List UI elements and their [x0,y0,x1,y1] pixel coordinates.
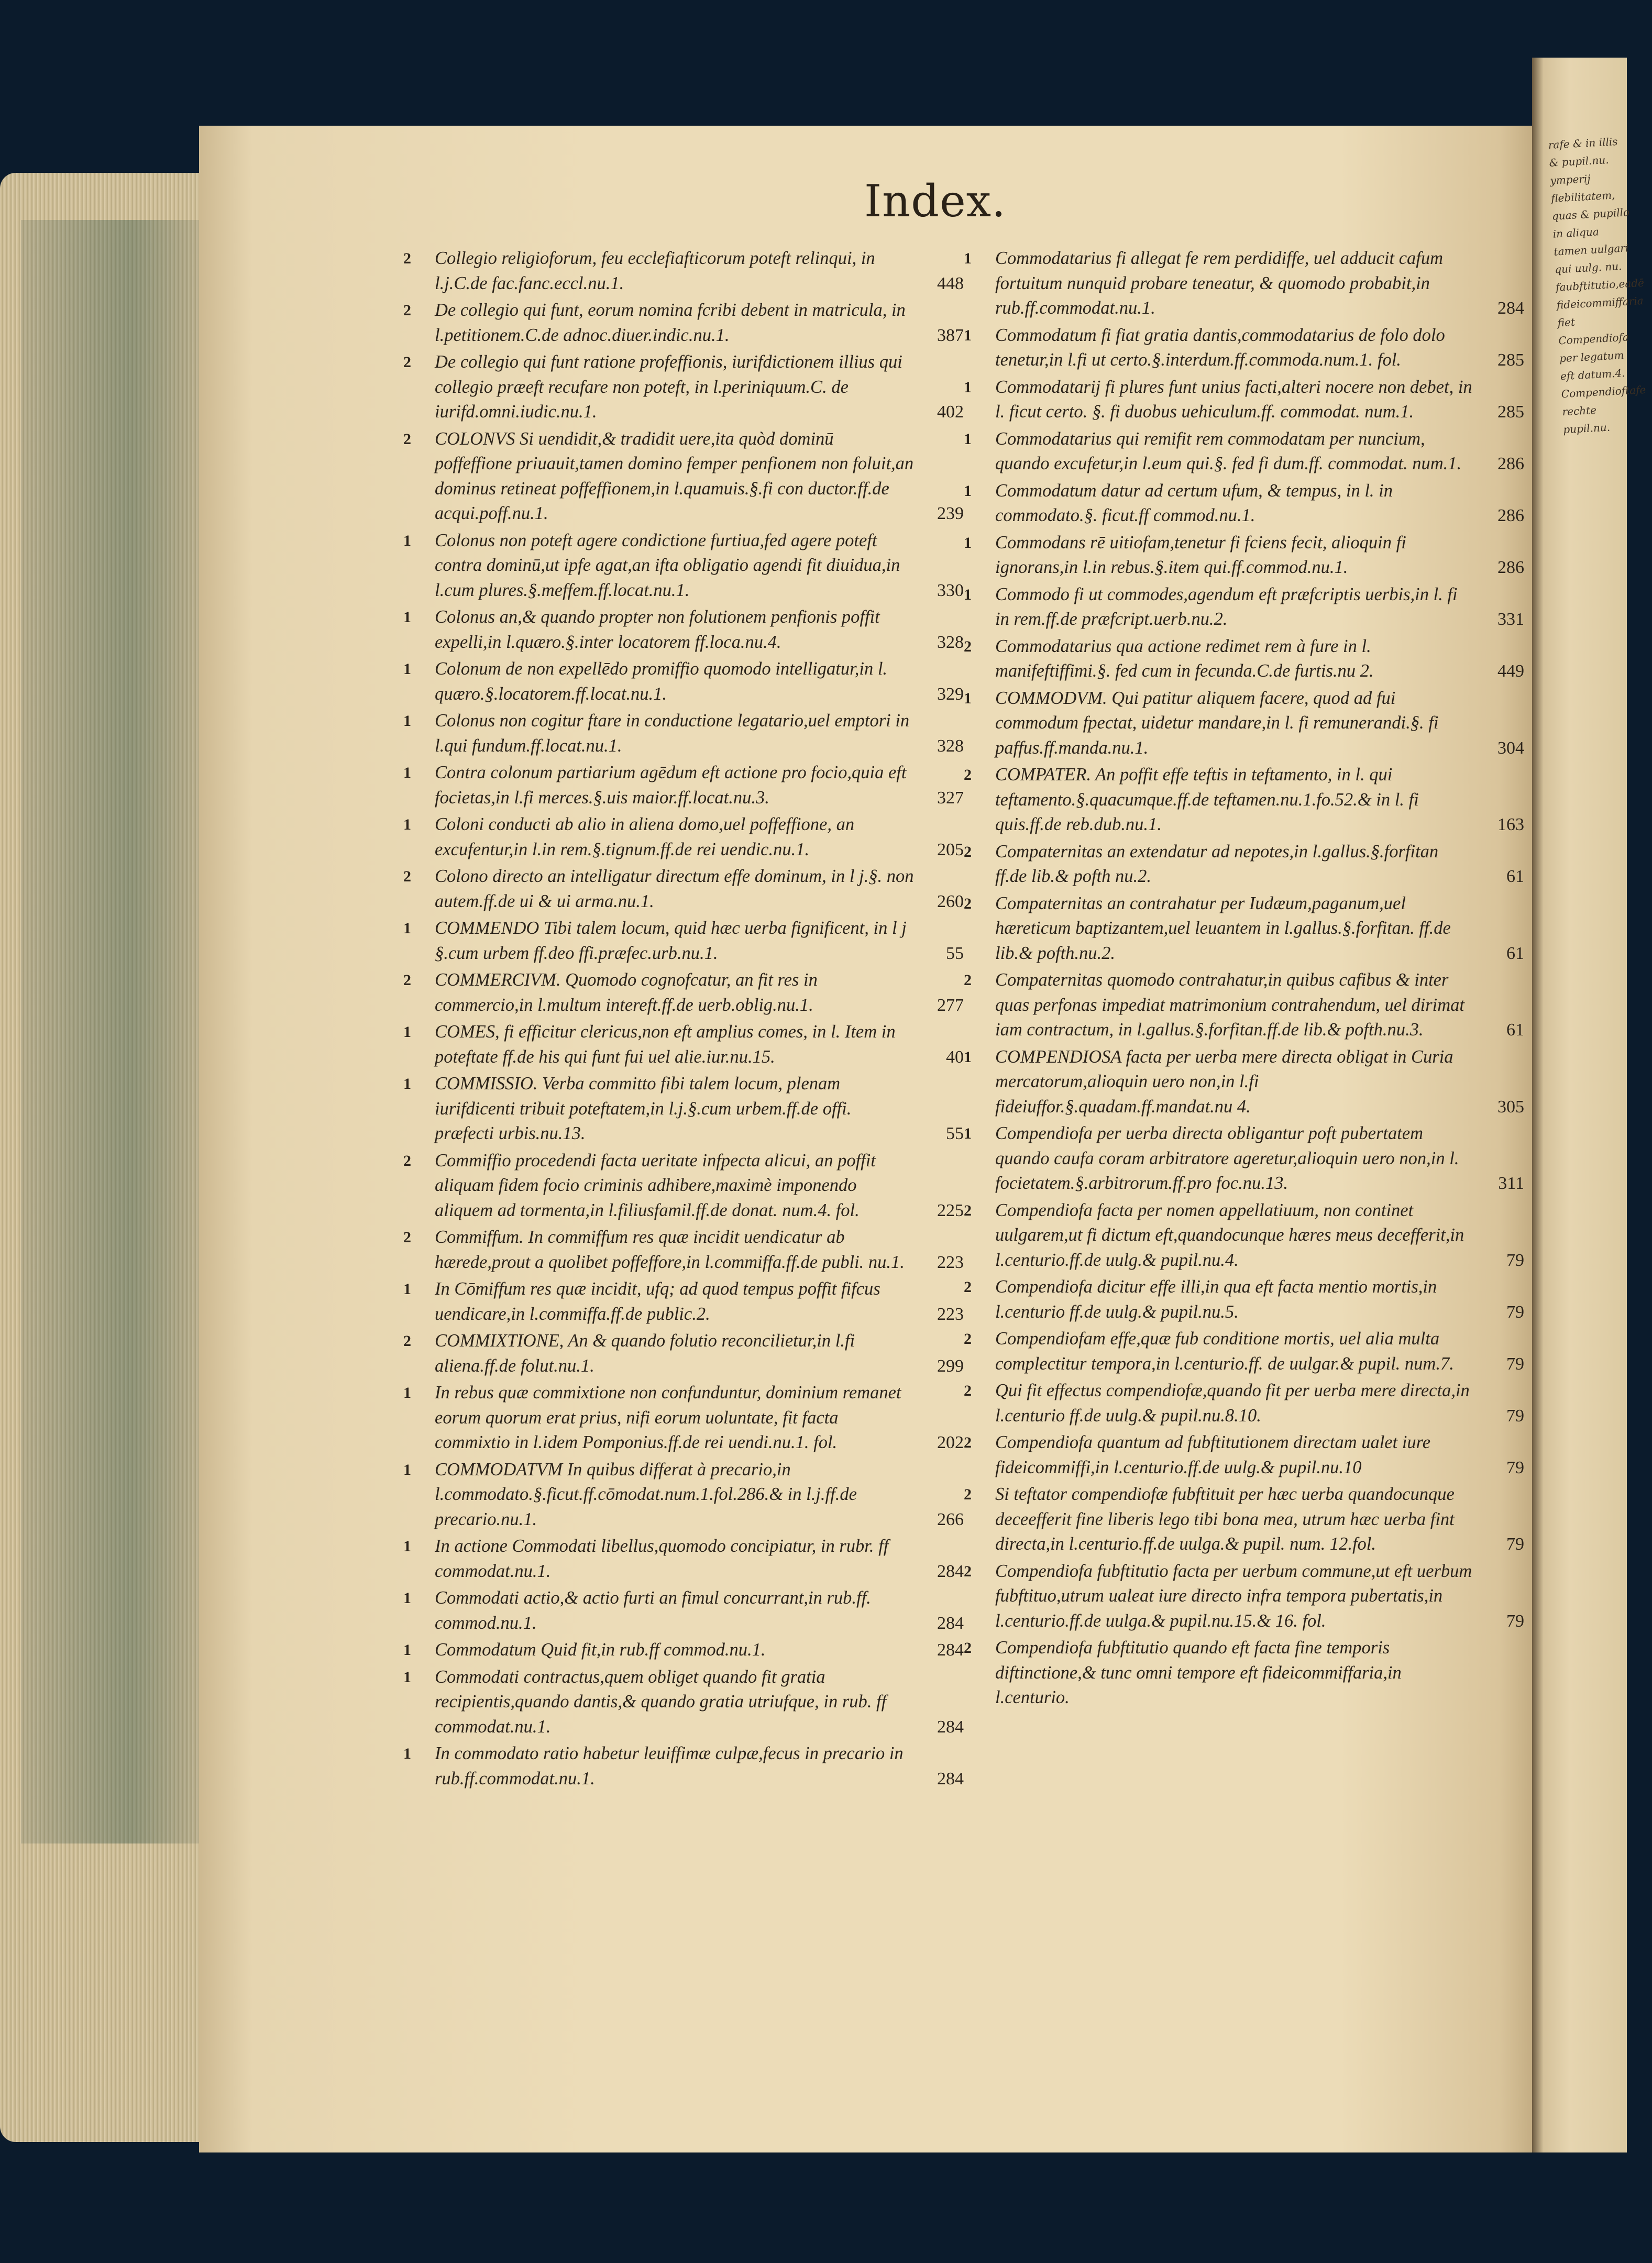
entry-page-ref: 331 [1497,610,1524,629]
entry-marker: 2 [964,1278,972,1296]
entry-marker: 1 [403,1461,411,1478]
index-entry [964,891,1524,966]
entry-marker: 2 [403,868,411,885]
entry-marker: 1 [403,712,411,730]
entry-marker: 1 [964,378,972,396]
facing-page [1532,58,1646,2152]
entry-page-ref: 163 [1497,815,1524,834]
entry-page-ref: 55 [946,1124,964,1143]
entry-text: In Cōmiffum res quæ incidit, ufq; ad quod tempus poffit fifcus uendicare,in l.commiffa.ff.de public.2. [435,1279,880,1324]
entry-marker: 1 [403,1538,411,1555]
entry-marker: 2 [403,1152,411,1169]
index-entry [964,840,1524,889]
entry-text: COMMISSIO. Verba committo fibi talem locum, plenam iurifdicenti tribuit poteftatem,in l.j.§.cum urbem.ff.de offi. præfecti urbis.nu.13. [435,1074,852,1143]
entry-marker: 1 [403,609,411,626]
index-entry [403,812,964,862]
index-entry [964,634,1524,684]
entry-text: COMPENDIOSA facta per uerba mere directa obligat in Curia mercatorum,alioquin uero non,in l.fi fideiuffor.§.quadam.ff.mandat.nu 4. [995,1046,1453,1117]
entry-text: Commodans rē uitiofam,tenetur fi fciens fecit, alioquin fi ignorans,in l.in rebus.§.item qui.ff.commod.nu.1. [995,532,1406,577]
entry-page-ref: 304 [1497,738,1524,758]
entry-page-ref: 260 [937,891,964,911]
index-entry [964,427,1524,477]
entry-page-ref: 284 [937,1769,964,1789]
index-entry [964,1275,1524,1324]
entry-marker: 1 [403,1075,411,1092]
entry-text: Colonus an,& quando propter non folutionem penfionis poffit expelli,in l.quæro.§.inter locatorem ff.loca.nu.4. [435,607,880,652]
entry-text: Compendiofa fubftitutio facta per uerbum commune,ut eft uerbum fubftituo,utrum ualeat iure directo infra tempora pubertatis,in l.centurio.ff.de uulga.& pupil.nu.15.& 16. fol. [995,1561,1472,1631]
entry-page-ref: 284 [937,1717,964,1737]
index-entry [964,1121,1524,1196]
entry-text: Compaternitas an extendatur ad nepotes,in l.gallus.§.forfitan ff.de lib.& pofth nu.2. [995,841,1439,886]
entry-page-ref: 449 [1497,661,1524,681]
entry-text: COMMERCIVM. Quomodo cognofcatur, an fit res in commercio,in l.multum intereft.ff.de uerb.oblig.nu.1. [435,970,818,1015]
index-entry [403,1665,964,1740]
index-entry [964,763,1524,837]
entry-marker: 1 [403,1641,411,1659]
entry-page-ref: 205 [937,840,964,859]
entry-text: Compendiofa quantum ad fubftitutionem directam ualet iure fideicommiffi,in l.centurio.ff.de uulg.& pupil.nu.10 [995,1432,1431,1477]
entry-marker: 2 [403,354,411,371]
index-entry [403,246,964,296]
index-column-left [403,246,964,1793]
entry-text: Commodatum Quid fit,in rub.ff commod.nu.1. [435,1640,766,1660]
entry-page-ref: 387 [937,325,964,345]
entry-page-ref: 285 [1497,402,1524,422]
entry-marker: 1 [403,1668,411,1686]
entry-marker: 2 [964,1201,972,1219]
entry-text: Compendiofa fubftitutio quando eft facta fine temporis diftinctione,& tunc omni tempore eft fideicommiffaria,in l.centurio. [995,1638,1402,1707]
entry-marker: 1 [403,1280,411,1298]
index-entry [964,1559,1524,1634]
entry-page-ref: 402 [937,402,964,422]
index-entry [403,298,964,348]
entry-marker: 1 [964,1048,972,1066]
entry-text: Commodatarius qua actione redimet rem à fure in l. manifeftiffimi.§. fed cum in fecunda.C.de furtis.nu 2. [995,636,1374,681]
index-entry [964,1482,1524,1557]
entry-text: COMMIXTIONE, An & quando folutio reconcilietur,in l.fi aliena.ff.de folut.nu.1. [435,1331,855,1376]
index-entry [403,657,964,707]
entry-page-ref: 284 [937,1561,964,1581]
entry-page-ref: 79 [1506,1406,1524,1426]
index-entry [403,1329,964,1378]
index-entry [403,350,964,425]
entry-text: Coloni conducti ab alio in aliena domo,uel poffeffione, an excufentur,in l.in rem.§.tignum.ff.de rei uendic.nu.1. [435,814,855,859]
entry-marker: 2 [403,1229,411,1246]
entry-marker: 1 [964,586,972,603]
entry-page-ref: 327 [937,788,964,808]
index-entry [403,1586,964,1636]
entry-page-ref: 61 [1506,943,1524,963]
entry-text: Commiffum. In commiffum res quæ incidit uendicatur ab hærede,prout a quolibet poffeffore,in l.commiffa.ff.de publi. nu.1. [435,1227,905,1272]
index-entry [403,1638,964,1663]
entry-page-ref: 61 [1506,1020,1524,1040]
index-entry [403,1381,964,1455]
index-entry [403,605,964,655]
index-entry [964,375,1524,425]
entry-page-ref: 223 [937,1304,964,1324]
entry-marker: 1 [964,1125,972,1142]
entry-marker: 2 [964,637,972,655]
entry-page-ref: 61 [1506,867,1524,886]
entry-text: In rebus quæ commixtione non confunduntur, dominium remanet eorum quorum erat prius, nifi eorum uoluntate, fit facta commixtio in l.idem Pomponius.ff.de rei uendi.nu.1. fol. [435,1383,901,1452]
entry-text: Si teftator compendiofæ fubftituit per hæc uerba quandocunque deceefferit fine liberis lego tibi bona mea, utrum hæc uerba fint directa,in l.centurio.ff.de uulga.& pupil. num. 12.fol. [995,1484,1455,1554]
entry-marker: 2 [964,895,972,912]
entry-marker: 1 [964,430,972,448]
entry-text: COMES, fi efficitur clericus,non eft amplius comes, in l. Item in poteftate ff.de his qui funt fui uel alie.iur.nu.15. [435,1022,896,1067]
entry-text: Commodatum datur ad certum ufum, & tempus, in l. in commodato.§. ficut.ff commod.nu.1. [995,480,1393,525]
index-entry [964,246,1524,321]
entry-text: Colonus non cogitur ftare in conductione legatario,uel emptori in l.qui fundum.ff.locat.nu.1. [435,711,910,756]
book-edge-shade [21,220,204,1843]
entry-page-ref: 311 [1498,1174,1524,1193]
index-entry [964,479,1524,528]
index-entry [964,1045,1524,1120]
entry-text: Commodo fi ut commodes,agendum eft præfcriptis uerbis,in l. fi in rem.ff.de præfcript.uerb.nu.2. [995,584,1458,629]
index-entry [403,1534,964,1584]
entry-marker: 2 [964,1382,972,1399]
entry-text: Colono directo an intelligatur directum effe dominum, in l j.§. non autem.ff.de ui & ui arma.nu.1. [435,866,914,911]
entry-marker: 2 [964,843,972,860]
index-entry [403,916,964,966]
entry-text: Commodatarij fi plures funt unius facti,alteri nocere non debet, in l. ficut certo. §. fi duobus uehiculum.ff. commodat. num.1. [995,377,1472,422]
index-entry [403,1225,964,1275]
entry-text: Contra colonum partiarium agēdum eft actione pro focio,quia eft focietas,in l.fi merces.§.uis maior.ff.locat.nu.3. [435,763,907,808]
index-entry [403,1149,964,1223]
index-entry [964,582,1524,632]
index-entry [403,427,964,526]
entry-page-ref: 55 [946,943,964,963]
entry-page-ref: 284 [937,1613,964,1633]
entry-page-ref: 286 [1497,454,1524,473]
entry-marker: 2 [964,1562,972,1580]
entry-marker: 1 [403,764,411,781]
entry-page-ref: 285 [1497,350,1524,370]
entry-marker: 2 [403,430,411,448]
index-entry [403,709,964,758]
entry-page-ref: 328 [937,736,964,756]
entry-marker: 2 [403,972,411,989]
entry-marker: 2 [403,250,411,267]
index-entry [403,760,964,810]
index-entry [964,686,1524,761]
entry-text: Collegio religioforum, feu ecclefiafticorum poteft relinqui, in l.j.C.de fac.fanc.eccl.nu.1. [435,248,875,293]
entry-marker: 2 [964,1434,972,1451]
entry-page-ref: 202 [937,1433,964,1452]
entry-page-ref: 239 [937,504,964,523]
entry-marker: 2 [964,1486,972,1503]
entry-marker: 1 [964,534,972,551]
entry-page-ref: 329 [937,684,964,704]
entry-page-ref: 286 [1497,506,1524,525]
entry-text: Compaternitas quomodo contrahatur,in quibus cafibus & inter quas perfonas impediat matrimonium contrahendum, uel dirimat iam contractum, in l.gallus.§.forfitan.ff.de lib.& pofth.nu.3. [995,970,1465,1040]
entry-page-ref: 286 [1497,558,1524,577]
entry-text: Compendiofa facta per nomen appellatiuum, non continet uulgarem,ut fi dictum eft,quandocunque hæres meus decefferit,in l.centurio.ff.de uulg.& pupil.nu.4. [995,1200,1464,1270]
entry-page-ref: 223 [937,1252,964,1272]
entry-marker: 1 [403,660,411,678]
entry-text: Qui fit effectus compendiofæ,quando fit per uerba mere directa,in l.centurio ff.de uulg.& pupil.nu.8.10. [995,1381,1470,1426]
entry-marker: 1 [403,1589,411,1607]
entry-text: Compaternitas an contrahatur per Iudæum,paganum,uel hæreticum baptizantem,uel leuantem in l.gallus.§.forfitan. ff.de lib.& pofth.nu.2. [995,893,1451,963]
entry-marker: 1 [403,920,411,937]
entry-marker: 2 [964,1330,972,1348]
entry-text: Commodatum fi fiat gratia dantis,commodatarius de folo dolo tenetur,in l.fi ut certo.§.interdum.ff.commoda.num.1. fol. [995,325,1445,370]
entry-text: De collegio qui funt ratione profeffionis, iurifdictionem illius qui collegio præeft recufare non poteft, in l.periniquum.C. de iurifd.omni.iudic.nu.1. [435,352,902,422]
entry-marker: 2 [403,302,411,319]
entry-marker: 1 [964,689,972,707]
entry-marker: 1 [964,482,972,500]
entry-text: Colonum de non expellēdo promiffio quomodo intelligatur,in l. quæro.§.locatorem.ff.locat.nu.1. [435,659,888,704]
entry-text: COMMODATVM In quibus differat à precario,in l.commodato.§.ficut.ff.cōmodat.num.1.fol.286.& in l.j.ff.de precario.nu.1. [435,1459,857,1529]
index-entry [964,1327,1524,1376]
entry-text: De collegio qui funt, eorum nomina fcribi debent in matricula, in l.petitionem.C.de adnoc.diuer.indic.nu.1. [435,300,906,345]
index-entry [403,1020,964,1069]
entry-page-ref: 79 [1506,1250,1524,1270]
entry-text: Commodati contractus,quem obliget quando fit gratia recipientis,quando dantis,& quando gratia utriufque, in rub. ff commodat.nu.1. [435,1666,887,1737]
entry-page-ref: 225 [937,1200,964,1220]
index-entry [964,323,1524,373]
index-entry [964,1198,1524,1273]
entry-text: In commodato ratio habetur leuiffimæ culpæ,fecus in precario in rub.ff.commodat.nu.1. [435,1743,904,1789]
entry-page-ref: 448 [937,273,964,293]
index-entry [403,1072,964,1146]
facing-page-text: rafe & in illis & pupil.nu. ymperij flebilitatem, quas & pupillo in aliqua tamen uulgari qui uulg. nu. faubftitutio,eadē fideicommiffaria fiet Compendiofa per legatum eft datum.4. Compendioftafe rechte pupil.nu. [1548,135,1646,436]
entry-text: COMPATER. An poffit effe teftis in teftamento, in l. qui teftamento.§.quacumque.ff.de teftamen.nu.1.fo.52.& in l. fi quis.ff.de reb.dub.nu.1. [995,765,1419,834]
entry-marker: 1 [403,532,411,549]
entry-text: Colonus non poteft agere condictione furtiua,fed agere poteft contra dominū,ut ipfe agat,an ifta obligatio agendi fit diuidua,in l.cum plures.§.meffem.ff.locat.nu.1. [435,530,900,600]
entry-text: Compendiofa per uerba directa obligantur poft pubertatem quando caufa coram arbitratore ageretur,alioquin uero non,in l. focietatem.§.arbitrorum.ff.pro foc.nu.13. [995,1123,1459,1193]
entry-text: Commodati actio,& actio furti an fimul concurrant,in rub.ff. commod.nu.1. [435,1588,871,1633]
index-entry [403,864,964,914]
index-entry [964,968,1524,1043]
entry-page-ref: 284 [1497,299,1524,318]
index-entry [403,1277,964,1327]
entry-text: Commodatarius qui remifit rem commodatam per nuncium, quando excufetur,in l.eum qui.§. fed fi dum.ff. commodat. num.1. [995,428,1462,473]
entry-text: Commodatarius fi allegat fe rem perdidiffe, uel adducit cafum fortuitum nunquid probare teneatur, & quomodo probabit,in rub.ff.commodat.nu.1. [995,248,1444,318]
entry-page-ref: 305 [1497,1097,1524,1117]
entry-marker: 1 [964,250,972,267]
index-entry [964,1378,1524,1428]
index-entry [964,1430,1524,1480]
entry-marker: 1 [403,816,411,833]
entry-marker: 1 [964,326,972,344]
entry-marker: 1 [403,1384,411,1401]
index-entry [403,1458,964,1532]
entry-page-ref: 277 [937,995,964,1015]
entry-text: Compendiofa dicitur effe illi,in qua eft facta mentio mortis,in l.centurio ff.de uulg.& pupil.nu.5. [995,1277,1437,1322]
entry-text: COLONVS Si uendidit,& tradidit uere,ita quòd dominū poffeffione priuauit,tamen domino femper penfionem non foluit,an dominus retineat poffeffionem,in l.quamuis.§.fi con ductor.ff.de acqui.poff.nu.1. [435,428,914,523]
entry-page-ref: 79 [1506,1611,1524,1631]
page-title: Index. [864,175,1006,227]
entry-text: In actione Commodati libellus,quomodo concipiatur, in rubr. ff commodat.nu.1. [435,1536,889,1581]
entry-text: Commiffio procedendi facta ueritate infpecta alicui, an poffit aliquam fidem focio criminis adhibere,maximè imponendo aliquem ad tormenta,in l.filiusfamil.ff.de donat. num.4. fol. [435,1150,876,1220]
index-entry [964,1636,1524,1710]
index-column-right [964,246,1524,1713]
entry-page-ref: 79 [1506,1354,1524,1374]
entry-marker: 2 [403,1332,411,1350]
entry-page-ref: 328 [937,632,964,652]
entry-page-ref: 284 [937,1640,964,1660]
entry-page-ref: 299 [937,1356,964,1376]
entry-page-ref: 40 [946,1047,964,1067]
index-entry [403,528,964,603]
entry-text: COMMENDO Tibi talem locum, quid hæc uerba fignificent, in l j §.cum urbem ff.deo ffi.præfec.urb.nu.1. [435,918,907,963]
entry-text: Compendiofam effe,quæ fub conditione mortis, uel alia multa complectitur tempora,in l.centurio.ff. de uulgar.& pupil. num.7. [995,1329,1454,1374]
entry-marker: 1 [403,1745,411,1762]
entry-page-ref: 266 [937,1509,964,1529]
entry-page-ref: 79 [1506,1302,1524,1322]
entry-marker: 2 [964,972,972,989]
entry-page-ref: 79 [1506,1458,1524,1477]
entry-marker: 1 [403,1023,411,1041]
entry-page-ref: 79 [1506,1535,1524,1554]
entry-marker: 2 [964,766,972,783]
index-entry [403,1741,964,1791]
index-entry [403,968,964,1018]
entry-text: COMMODVM. Qui patitur aliquem facere, quod ad fui commodum fpectat, uidetur mandare,in l. fi remunerandi.§. fi paffus.ff.manda.nu.1. [995,688,1439,758]
entry-marker: 2 [964,1639,972,1657]
index-entry [964,531,1524,580]
entry-page-ref: 330 [937,580,964,600]
